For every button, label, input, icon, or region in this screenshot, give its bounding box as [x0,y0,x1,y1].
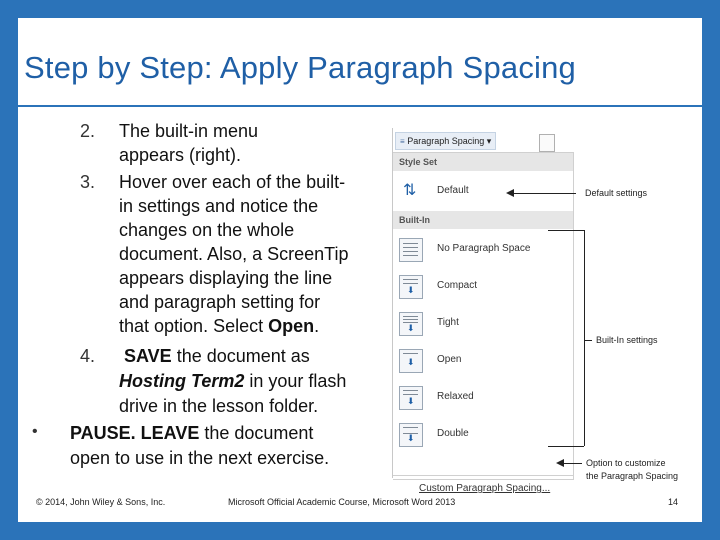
menu-separator [393,475,573,476]
menu-item-default[interactable] [393,175,573,209]
page-icon [539,134,555,152]
menu-item-label: Double [437,428,469,439]
menu-toolbar [393,128,573,152]
default-icon: ⇅ [403,182,417,199]
step-3-line-1: Hover over each of the built- [119,172,346,192]
step-3-line-7 [119,316,319,337]
step-3-period: . [314,316,320,336]
step-4-number: 4. [80,346,96,366]
menu-dropdown [393,152,574,494]
step-4-text-2: in your flash [244,371,347,391]
spacing-icon: ⬇ [399,312,423,336]
menu-item-label: Relaxed [437,391,474,402]
footer-copyright: © 2014, John Wiley & Sons, Inc. [36,497,166,507]
builtin-bracket-side [584,230,585,446]
filename: Hosting Term2 [119,371,245,391]
custom-callout-line-2: the Paragraph Spacing [586,471,679,481]
paragraph-spacing-icon: ≡ [400,137,405,146]
default-arrow-line [512,193,576,194]
menu-item-label: Compact [437,280,478,291]
bullet-glyph: • [32,423,38,440]
style-set-header [393,153,573,171]
spacing-icon: ⬇ [399,423,423,447]
step-3-number: 3. [80,172,96,192]
menu-item-label: No Paragraph Space [437,243,531,254]
builtin-label: Built-In [399,215,430,225]
paragraph-spacing-label: Paragraph Spacing [407,136,485,146]
builtin-bracket-tick [584,340,592,341]
dropdown-arrow-icon: ▾ [486,136,492,146]
step-2-number: 2. [80,121,96,141]
step-3-line-6: and paragraph setting for [119,292,321,312]
menu-item-double[interactable] [393,418,573,452]
menu-item-compact[interactable] [393,270,573,304]
title-rule [18,105,702,107]
step-3-line-2: in settings and notice the [119,196,319,216]
menu-item-relaxed[interactable] [393,381,573,415]
custom-paragraph-spacing-item[interactable]: Custom Paragraph Spacing... [419,483,551,494]
step-2-line-2: appears (right). [119,145,242,165]
step-3-text: that option. Select [119,316,269,336]
slide-title: Step by Step: Apply Paragraph Spacing [24,50,576,85]
step-2-line-1: The built-in menu [119,121,259,141]
pause-leave-keyword: PAUSE. LEAVE [70,423,200,443]
open-keyword: Open [268,316,315,336]
style-set-label: Style Set [399,157,438,167]
bullet-line-2: open to use in the next exercise. [70,448,330,468]
step-3-line-4: document. Also, a ScreenTip [119,244,349,264]
step-4-text-1: the document as [171,346,310,366]
bullet-line-1 [70,423,313,444]
builtin-bracket-top [548,230,584,231]
save-keyword: SAVE [124,346,172,366]
builtin-header [393,211,573,229]
builtin-settings-callout: Built-In settings [596,335,658,345]
menu-item-tight[interactable] [393,307,573,341]
spacing-icon [399,238,423,262]
spacing-icon: ⬇ [399,275,423,299]
footer-course: Microsoft Official Academic Course, Microsoft Word 2013 [228,497,456,507]
spacing-icon: ⬇ [399,349,423,373]
step-4-line-1 [124,346,310,367]
custom-callout-line-1: Option to customize [586,458,666,468]
menu-item-open[interactable] [393,344,573,378]
footer-page-number: 14 [668,497,679,507]
step-3-line-3: changes on the whole [119,220,295,240]
step-3-line-5: appears displaying the line [119,268,333,288]
builtin-bracket-bottom [548,446,584,447]
menu-item-label: Default [437,185,469,196]
bullet-text-1: the document [199,423,314,443]
step-4-line-3: drive in the lesson folder. [119,396,319,416]
step-4-line-2 [119,371,346,392]
spacing-icon: ⬇ [399,386,423,410]
default-settings-callout: Default settings [585,188,648,198]
paragraph-spacing-button[interactable] [395,132,496,150]
menu-item-label: Open [437,354,462,365]
paragraph-spacing-menu [392,128,573,494]
menu-item-no-paragraph-space[interactable] [393,233,573,267]
menu-item-label: Tight [437,317,459,328]
custom-arrow-line [562,463,582,464]
